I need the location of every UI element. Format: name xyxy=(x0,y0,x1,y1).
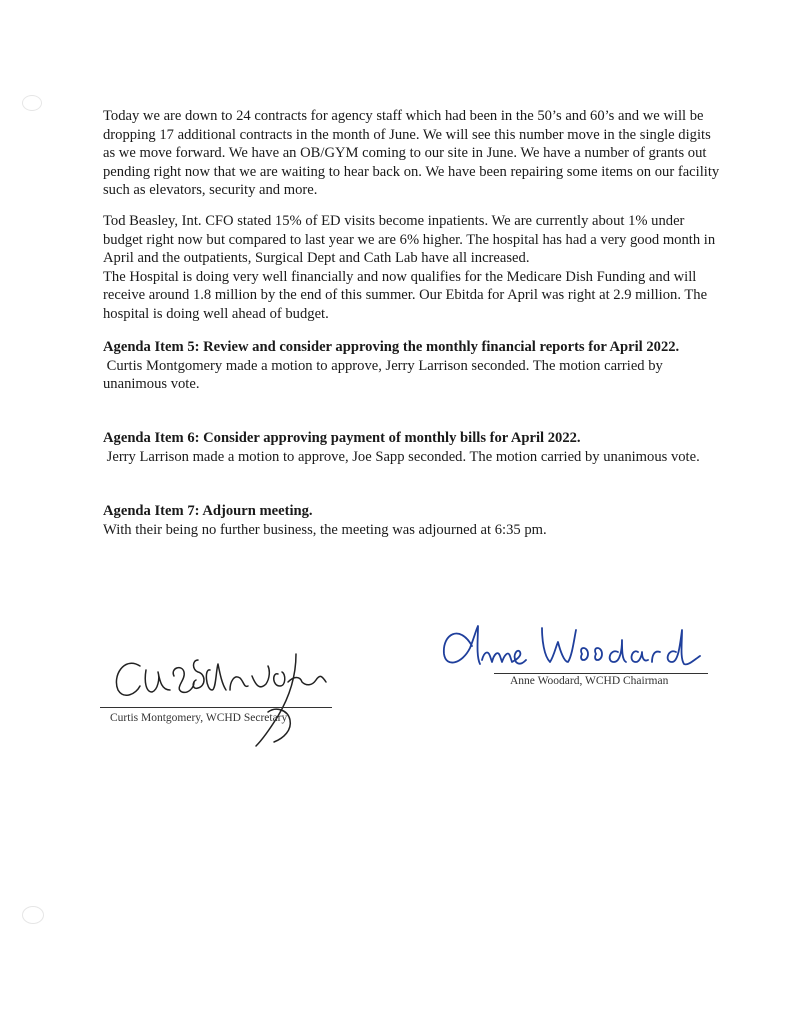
agenda-item-7-text: With their being no further business, the meeting was adjourned at 6:35 pm. xyxy=(103,521,547,538)
secretary-signature xyxy=(100,646,340,756)
agenda-item-5-text: Curtis Montgomery made a motion to approve, Jerry Larrison seconded. The motion carried by unanimous vote. xyxy=(103,357,663,393)
paragraph-finance-cfo: Tod Beasley, Int. CFO stated 15% of ED visits become inpatients. We are currently about 1% under budget right now but compared to last year we are 6% higher. The hospital has had a very good month in April and the outpatients, Surgical Dept and Cath Lab have all increased. xyxy=(103,213,716,267)
paragraph-finance xyxy=(103,212,723,324)
chairman-signature-line xyxy=(494,673,708,674)
secretary-caption: Curtis Montgomery, WCHD Secretary xyxy=(110,712,288,724)
agenda-item-6-heading: Agenda Item 6: Consider approving payment of monthly bills for April 2022. xyxy=(103,430,581,446)
chairman-caption: Anne Woodard, WCHD Chairman xyxy=(510,675,669,687)
chairman-signature xyxy=(438,616,708,678)
paragraph-staffing: Today we are down to 24 contracts for agency staff which had been in the 50’s and 60’s and we will be dropping 17 additional contracts in the month of June. We will see this number move in the single digits as we move forward. We have an OB/GYM coming to our site in June. We have a number of grants out pending right now that we are waiting to hear back on. We have been repairing some items on our facility such as elevators, security and more. xyxy=(103,108,720,199)
secretary-signature-line xyxy=(100,707,332,708)
punch-hole-mark-bottom xyxy=(22,906,44,924)
agenda-item-7-heading: Agenda Item 7: Adjourn meeting. xyxy=(103,503,313,519)
agenda-item-5 xyxy=(103,338,723,394)
agenda-item-6-text: Jerry Larrison made a motion to approve, Joe Sapp seconded. The motion carried by unanimous vote. xyxy=(106,448,700,465)
agenda-item-6 xyxy=(103,429,723,466)
secretary-signature-block xyxy=(100,646,340,756)
agenda-item-7 xyxy=(103,502,723,539)
chairman-signature-block xyxy=(438,616,708,696)
paragraph-finance-funding: The Hospital is doing very well financially and now qualifies for the Medicare Dish Funding and will receive around 1.8 million by the end of this summer. Our Ebitda for April was right at 2.9 million. The hospital is doing well ahead of budget. xyxy=(103,268,708,322)
punch-hole-mark-top xyxy=(22,95,42,111)
agenda-item-5-heading: Agenda Item 5: Review and consider approving the monthly financial reports for April 2022. xyxy=(103,339,680,355)
